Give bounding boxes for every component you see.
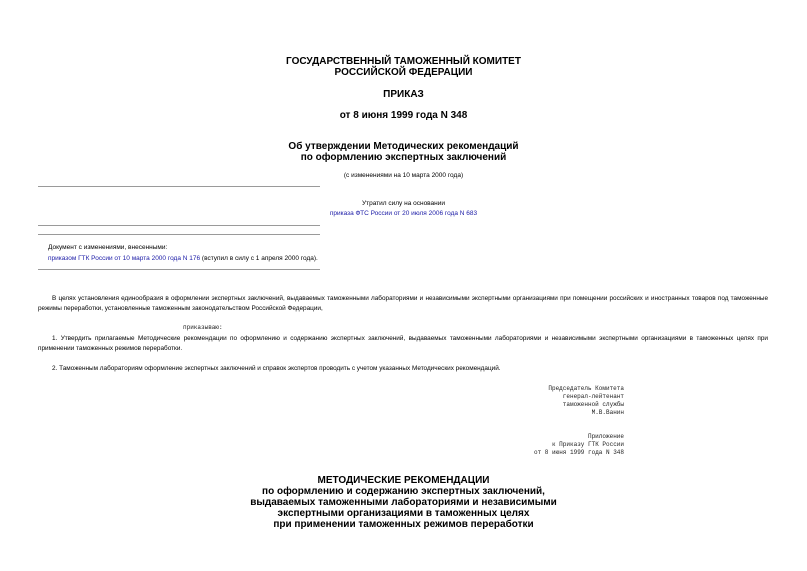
signature-line1: Председатель Комитета [548, 385, 624, 392]
preamble-paragraph: В целях установления единообразия в оформлении экспертных заключений, выдаваемых таможенными лабораториями и независимыми экспертными организациями при помещении российских и иностранных товаров под таможенные режимы переработки, установленные таможенным законодательством Российской Федерации, [38, 295, 768, 312]
signature-line2: генерал-лейтенант [562, 393, 624, 400]
doc-type: ПРИКАЗ [383, 89, 424, 100]
signature-line3: таможенной службы [562, 401, 624, 408]
divider [38, 269, 320, 270]
appendix-line1: Приложение [587, 433, 624, 440]
amendments-line [48, 254, 378, 263]
divider [38, 186, 320, 187]
doc-date: от 8 июня 1999 года N 348 [339, 110, 468, 121]
divider [38, 234, 320, 235]
appendix-line3: от 8 июня 1999 года N 348 [533, 449, 624, 456]
item-2-paragraph: 2. Таможенным лабораториям оформление экспертных заключений и справок экспертов проводить с учетом указанных Методических рекомендаций. [52, 365, 501, 372]
divider [38, 225, 320, 226]
expired-link[interactable]: приказа ФТС России от 20 июля 2006 года N 683 [329, 210, 478, 217]
org-name-line2: РОССИЙСКОЙ ФЕДЕРАЦИИ [334, 67, 473, 78]
order-word: приказываю: [183, 324, 223, 331]
amendment-tail: (вступил в силу с 1 апреля 2000 года). [200, 255, 318, 262]
recommendations-title: МЕТОДИЧЕСКИЕ РЕКОМЕНДАЦИИ [317, 475, 490, 486]
signature-line4: М.В.Ванин [591, 409, 624, 416]
item-1-paragraph: 1. Утвердить прилагаемые Методические рекомендации по оформлению и содержанию экспертных заключений, выдаваемых таможенными лабораториями и независимыми экспертными организациями в таможенных целях при применении таможенных режимов переработки. [38, 335, 768, 352]
recommendations-line1: по оформлению и содержанию экспертных заключений, [262, 486, 545, 497]
expired-text: Утратил силу на основании [361, 200, 446, 207]
amendment-note: (с изменениями на 10 марта 2000 года) [343, 172, 464, 179]
doc-title-line1: Об утверждении Методических рекомендаций [288, 141, 519, 152]
appendix-line2: к Приказу ГТК России [551, 441, 624, 448]
org-name-line1: ГОСУДАРСТВЕННЫЙ ТАМОЖЕННЫЙ КОМИТЕТ [286, 56, 521, 67]
recommendations-line3: экспертными организациями в таможенных целях [277, 508, 530, 519]
amendments-intro: Документ с изменениями, внесенными: [48, 244, 168, 251]
doc-title-line2: по оформлению экспертных заключений [300, 152, 507, 163]
recommendations-line2: выдаваемых таможенными лабораториями и независимыми [250, 497, 557, 508]
recommendations-line4: при применении таможенных режимов переработки [273, 519, 534, 530]
amendment-link[interactable]: приказом ГТК России от 10 марта 2000 года N 176 [48, 255, 201, 262]
